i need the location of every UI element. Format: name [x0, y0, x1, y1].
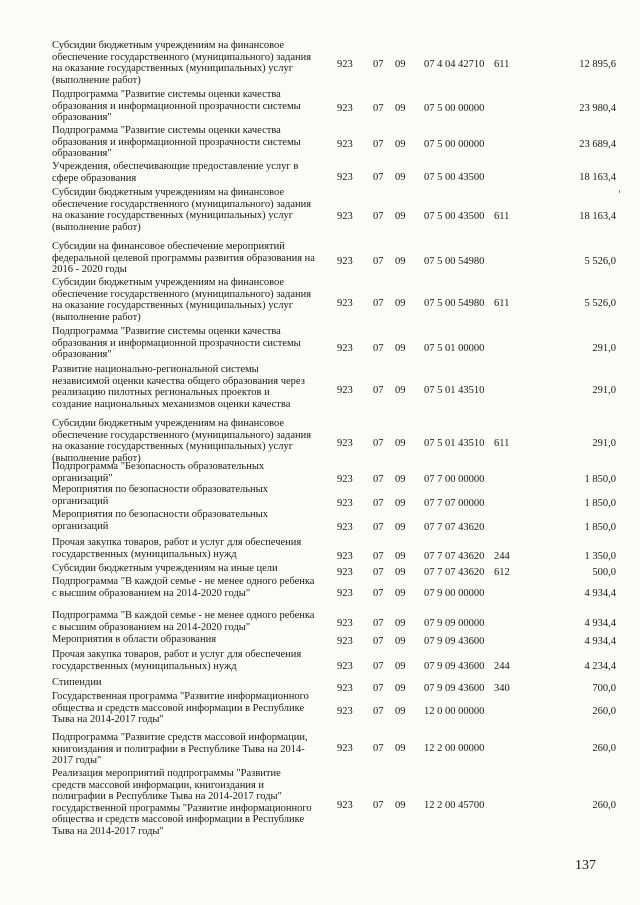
target-article-code-cell: 07 9 00 00000	[424, 588, 485, 599]
row-name: Прочая закупка товаров, работ и услуг для обеспечения государственных (муниципальных) нужд	[52, 649, 302, 672]
section-code-cell: 07	[373, 743, 384, 754]
expense-type-code-cell: 244	[494, 661, 510, 672]
row-name: Мероприятия в области образования	[52, 634, 217, 645]
expense-type-code-cell: 612	[494, 567, 510, 578]
subsection-code-cell: 09	[395, 172, 406, 183]
grbs-code-cell: 923	[337, 172, 353, 183]
section-code-cell: 07	[373, 385, 384, 396]
section-code-cell: 07	[373, 59, 384, 70]
expense-type-code-cell: 244	[494, 551, 510, 562]
section-code-cell: 07	[373, 522, 384, 533]
row-name: Реализация мероприятий подпрограммы "Развитие средств массовой информации, книгоиздания и полиграфии в Республике Тыва на 2014-2017 годы" государственной программы "Развитие информационного общества и средств массовой информации в Республике Тыва на 2014-2017 годы"	[52, 768, 312, 837]
subsection-code-cell: 09	[395, 588, 406, 599]
subsection-code-cell: 09	[395, 103, 406, 114]
amount-cell: 5 526,0	[584, 256, 616, 267]
target-article-code-cell: 07 5 00 54980	[424, 298, 485, 309]
grbs-code-cell: 923	[337, 343, 353, 354]
row-name: Стипендии	[52, 677, 102, 688]
amount-cell: 700,0	[592, 683, 616, 694]
grbs-code-cell: 923	[337, 385, 353, 396]
section-code-cell: 07	[373, 211, 384, 222]
subsection-code-cell: 09	[395, 498, 406, 509]
subsection-code-cell: 09	[395, 618, 406, 629]
row-name: Мероприятия по безопасности образовательных организаций	[52, 484, 268, 507]
grbs-code-cell: 923	[337, 59, 353, 70]
section-code-cell: 07	[373, 256, 384, 267]
amount-cell: 4 934,4	[584, 636, 616, 647]
section-code-cell: 07	[373, 172, 384, 183]
grbs-code-cell: 923	[337, 211, 353, 222]
grbs-code-cell: 923	[337, 636, 353, 647]
target-article-code-cell: 07 5 00 00000	[424, 103, 485, 114]
amount-cell: 260,0	[592, 800, 616, 811]
grbs-code-cell: 923	[337, 498, 353, 509]
section-code-cell: 07	[373, 343, 384, 354]
row-name: Субсидии бюджетным учреждениям на финансовое обеспечение государственного (муниципального) задания на оказание государственных (муниципальных) услуг (выполнение работ)	[52, 277, 312, 323]
amount-cell: 18 163,4	[579, 172, 616, 183]
target-article-code-cell: 12 2 00 00000	[424, 743, 485, 754]
amount-cell: 23 689,4	[579, 139, 616, 150]
expense-type-code-cell: 340	[494, 683, 510, 694]
target-article-code-cell: 07 9 09 43600	[424, 683, 485, 694]
subsection-code-cell: 09	[395, 800, 406, 811]
expense-type-code-cell: 611	[494, 298, 510, 309]
amount-cell: 4 234,4	[584, 661, 616, 672]
section-code-cell: 07	[373, 683, 384, 694]
amount-cell: 1 350,0	[584, 551, 616, 562]
section-code-cell: 07	[373, 438, 384, 449]
grbs-code-cell: 923	[337, 103, 353, 114]
target-article-code-cell: 07 9 09 43600	[424, 636, 485, 647]
row-name: Подпрограмма "Развитие системы оценки качества образования и информационной прозрачности системы образования"	[52, 326, 301, 360]
target-article-code-cell: 07 5 00 43500	[424, 211, 485, 222]
subsection-code-cell: 09	[395, 59, 406, 70]
row-name: Подпрограмма "В каждой семье - не менее одного ребенка с высшим образованием на 2014-2020 годы"	[52, 576, 315, 599]
amount-cell: 5 526,0	[584, 298, 616, 309]
subsection-code-cell: 09	[395, 743, 406, 754]
subsection-code-cell: 09	[395, 343, 406, 354]
target-article-code-cell: 07 4 04 42710	[424, 59, 485, 70]
grbs-code-cell: 923	[337, 474, 353, 485]
scan-mark	[619, 190, 620, 193]
grbs-code-cell: 923	[337, 743, 353, 754]
row-name: Мероприятия по безопасности образовательных организаций	[52, 509, 268, 532]
row-name: Субсидии бюджетным учреждениям на финансовое обеспечение государственного (муниципального) задания на оказание государственных (муниципальных) услуг (выполнение работ)	[52, 187, 312, 233]
grbs-code-cell: 923	[337, 551, 353, 562]
section-code-cell: 07	[373, 298, 384, 309]
grbs-code-cell: 923	[337, 800, 353, 811]
target-article-code-cell: 07 7 07 43620	[424, 567, 485, 578]
expense-type-code-cell: 611	[494, 59, 510, 70]
section-code-cell: 07	[373, 706, 384, 717]
amount-cell: 260,0	[592, 743, 616, 754]
row-name: Подпрограмма "В каждой семье - не менее одного ребенка с высшим образованием на 2014-2020 годы"	[52, 610, 315, 633]
target-article-code-cell: 12 2 00 45700	[424, 800, 485, 811]
row-name: Субсидии на финансовое обеспечение мероприятий федеральной целевой программы развития образования на 2016 - 2020 годы	[52, 241, 315, 275]
subsection-code-cell: 09	[395, 438, 406, 449]
row-name: Подпрограмма "Развитие средств массовой информации, книгоиздания и полиграфии в Республике Тыва на 2014- 2017 годы"	[52, 732, 308, 766]
subsection-code-cell: 09	[395, 474, 406, 485]
grbs-code-cell: 923	[337, 256, 353, 267]
target-article-code-cell: 07 5 01 00000	[424, 343, 485, 354]
section-code-cell: 07	[373, 103, 384, 114]
amount-cell: 23 980,4	[579, 103, 616, 114]
target-article-code-cell: 12 0 00 00000	[424, 706, 485, 717]
grbs-code-cell: 923	[337, 567, 353, 578]
target-article-code-cell: 07 5 00 54980	[424, 256, 485, 267]
amount-cell: 291,0	[592, 438, 616, 449]
subsection-code-cell: 09	[395, 661, 406, 672]
subsection-code-cell: 09	[395, 522, 406, 533]
expense-type-code-cell: 611	[494, 438, 510, 449]
subsection-code-cell: 09	[395, 683, 406, 694]
row-name: Субсидии бюджетным учреждениям на финансовое обеспечение государственного (муниципального) задания на оказание государственных (муниципальных) услуг (выполнение работ)	[52, 40, 312, 86]
amount-cell: 260,0	[592, 706, 616, 717]
row-name: Субсидии бюджетным учреждениям на финансовое обеспечение государственного (муниципального) задания на оказание государственных (муниципальных) услуг (выполнение работ)	[52, 418, 312, 464]
page-number: 137	[575, 858, 596, 873]
amount-cell: 4 934,4	[584, 588, 616, 599]
row-name: Подпрограмма "Безопасность образовательных организаций"	[52, 461, 265, 484]
subsection-code-cell: 09	[395, 139, 406, 150]
section-code-cell: 07	[373, 551, 384, 562]
target-article-code-cell: 07 5 00 43500	[424, 172, 485, 183]
amount-cell: 291,0	[592, 343, 616, 354]
subsection-code-cell: 09	[395, 211, 406, 222]
amount-cell: 1 850,0	[584, 498, 616, 509]
target-article-code-cell: 07 7 07 43620	[424, 522, 485, 533]
grbs-code-cell: 923	[337, 139, 353, 150]
target-article-code-cell: 07 7 07 43620	[424, 551, 485, 562]
section-code-cell: 07	[373, 636, 384, 647]
target-article-code-cell: 07 5 00 00000	[424, 139, 485, 150]
row-name: Государственная программа "Развитие информационного общества и средств массовой информации в Республике Тыва на 2014-2017 годы"	[52, 691, 309, 725]
grbs-code-cell: 923	[337, 706, 353, 717]
target-article-code-cell: 07 7 00 00000	[424, 474, 485, 485]
grbs-code-cell: 923	[337, 438, 353, 449]
section-code-cell: 07	[373, 800, 384, 811]
row-name: Подпрограмма "Развитие системы оценки качества образования и информационной прозрачности системы образования"	[52, 125, 301, 159]
section-code-cell: 07	[373, 474, 384, 485]
amount-cell: 1 850,0	[584, 522, 616, 533]
subsection-code-cell: 09	[395, 567, 406, 578]
target-article-code-cell: 07 5 01 43510	[424, 438, 485, 449]
subsection-code-cell: 09	[395, 706, 406, 717]
target-article-code-cell: 07 9 09 00000	[424, 618, 485, 629]
row-name: Учреждения, обеспечивающие предоставление услуг в сфере образования	[52, 161, 299, 184]
grbs-code-cell: 923	[337, 588, 353, 599]
target-article-code-cell: 07 5 01 43510	[424, 385, 485, 396]
section-code-cell: 07	[373, 661, 384, 672]
subsection-code-cell: 09	[395, 256, 406, 267]
grbs-code-cell: 923	[337, 522, 353, 533]
expense-type-code-cell: 611	[494, 211, 510, 222]
row-name: Развитие национально-региональной системы независимой оценки качества общего образования через реализацию пилотных региональных проектов и создание национальных механизмов оценки качества	[52, 364, 305, 410]
subsection-code-cell: 09	[395, 385, 406, 396]
amount-cell: 18 163,4	[579, 211, 616, 222]
target-article-code-cell: 07 9 09 43600	[424, 661, 485, 672]
subsection-code-cell: 09	[395, 636, 406, 647]
row-name: Прочая закупка товаров, работ и услуг для обеспечения государственных (муниципальных) нужд	[52, 537, 302, 560]
target-article-code-cell: 07 7 07 00000	[424, 498, 485, 509]
section-code-cell: 07	[373, 618, 384, 629]
row-name: Подпрограмма "Развитие системы оценки качества образования и информационной прозрачности системы образования"	[52, 89, 301, 123]
subsection-code-cell: 09	[395, 298, 406, 309]
section-code-cell: 07	[373, 498, 384, 509]
grbs-code-cell: 923	[337, 661, 353, 672]
amount-cell: 1 850,0	[584, 474, 616, 485]
grbs-code-cell: 923	[337, 618, 353, 629]
grbs-code-cell: 923	[337, 298, 353, 309]
amount-cell: 4 934,4	[584, 618, 616, 629]
subsection-code-cell: 09	[395, 551, 406, 562]
grbs-code-cell: 923	[337, 683, 353, 694]
section-code-cell: 07	[373, 567, 384, 578]
amount-cell: 500,0	[592, 567, 616, 578]
amount-cell: 12 895,6	[579, 59, 616, 70]
section-code-cell: 07	[373, 588, 384, 599]
section-code-cell: 07	[373, 139, 384, 150]
row-name: Субсидии бюджетным учреждениям на иные цели	[52, 563, 278, 574]
amount-cell: 291,0	[592, 385, 616, 396]
